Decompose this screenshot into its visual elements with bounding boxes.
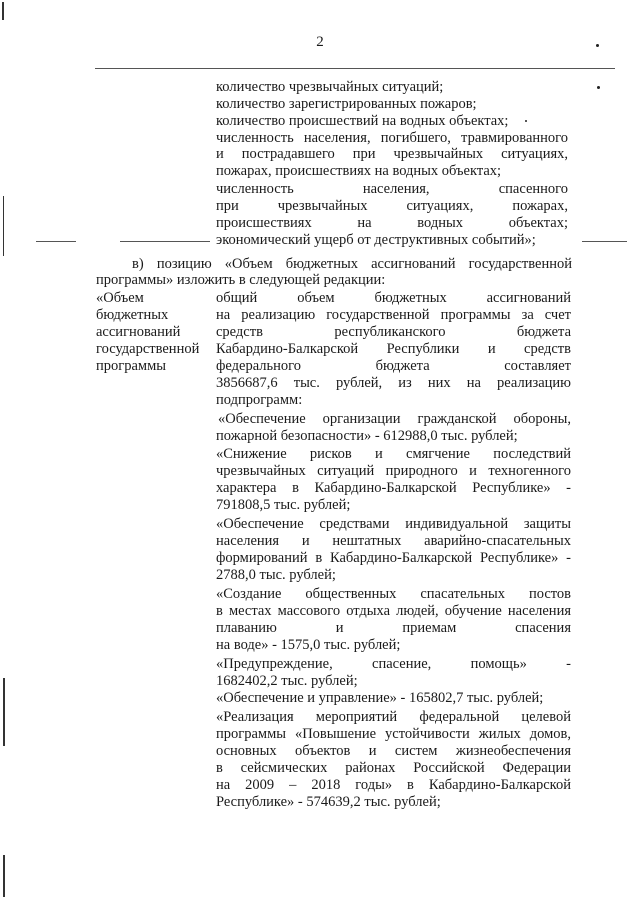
passport-value-line: в местах массового отдыха людей, обучение населения — [216, 603, 571, 619]
passport-value-line: средств республиканского бюджета — [216, 324, 571, 340]
passport-label-line: бюджетных — [96, 307, 169, 323]
passport-value-line: «Создание общественных спасательных постов — [216, 586, 571, 602]
indicator-line: и пострадавшего при чрезвычайных ситуациях, — [216, 146, 568, 162]
passport-value-line: в сейсмических районах Российской Федерации — [216, 760, 571, 776]
scan-mark-left-lower — [3, 678, 5, 746]
passport-value-line: «Обеспечение и управление» - 165802,7 тыс. рублей; — [216, 690, 544, 706]
indicator-line: при чрезвычайных ситуациях, пожарах, — [216, 198, 568, 214]
indicator-line: количество зарегистрированных пожаров; — [216, 96, 477, 112]
passport-value-line: «Снижение рисков и смягчение последствий — [216, 446, 571, 462]
passport-value-line: чрезвычайных ситуаций природного и техногенного — [216, 463, 571, 479]
passport-value-line: подпрограмм: — [216, 392, 303, 408]
passport-value-line: пожарной безопасности» - 612988,0 тыс. рублей; — [216, 428, 518, 444]
passport-value-line: 3856687,6 тыс. рублей, из них на реализацию — [216, 375, 571, 391]
passport-value-line: федерального бюджета составляет — [216, 358, 571, 374]
indicator-line: экономический ущерб от деструктивных событий»; — [216, 232, 536, 248]
header-divider — [95, 68, 615, 69]
passport-value-line: формирований в Кабардино-Балкарской Республике» - — [216, 550, 571, 566]
passport-label-line: государственной — [96, 341, 200, 357]
table-border-mid-fragment — [120, 241, 210, 242]
passport-value-line: 1682402,2 тыс. рублей; — [216, 673, 358, 689]
scan-dot-mid — [525, 120, 527, 122]
indicator-line: происшествиях на водных объектах; — [216, 215, 568, 231]
indicator-line: количество чрезвычайных ситуаций; — [216, 79, 444, 95]
passport-value-line: «Обеспечение организации гражданской обороны, — [218, 411, 571, 427]
table-border-left-fragment — [36, 241, 76, 242]
passport-label-line: «Объем — [96, 290, 144, 306]
indicator-line: численность населения, спасенного — [216, 181, 568, 197]
page-number: 2 — [316, 34, 324, 50]
passport-value-line: 791808,5 тыс. рублей; — [216, 497, 351, 513]
passport-value-line: Кабардино-Балкарской Республики и средств — [216, 341, 571, 357]
indicator-line: количество происшествий на водных объектах; — [216, 113, 509, 129]
scan-mark-left-mid — [3, 196, 4, 256]
passport-value-line: «Обеспечение средствами индивидуальной защиты — [216, 516, 571, 532]
passport-value-line: общий объем бюджетных ассигнований — [216, 290, 571, 306]
scan-mark-left-top — [2, 2, 4, 20]
indicator-line: численность населения, погибшего, травмированного — [216, 130, 568, 146]
passport-value-line: «Реализация мероприятий федеральной целевой — [216, 709, 571, 725]
passport-value-line: плаванию и приемам спасения — [216, 620, 571, 636]
passport-label-line: программы — [96, 358, 166, 374]
paragraph-v-line: в) позицию «Объем бюджетных ассигнований государственной — [132, 256, 572, 272]
passport-value-line: населения и нештатных аварийно-спасательных — [216, 533, 571, 549]
table-border-right-fragment — [582, 241, 627, 242]
passport-value-line: характера в Кабардино-Балкарской Республике» - — [216, 480, 571, 496]
passport-value-line: «Предупреждение, спасение, помощь» - — [216, 656, 571, 672]
scan-dot-right — [597, 86, 600, 89]
passport-value-line: на реализацию государственной программы за счет — [216, 307, 571, 323]
paragraph-v-line: программы» изложить в следующей редакции: — [96, 272, 386, 288]
indicator-line: пожарах, происшествиях на водных объектах; — [216, 163, 502, 179]
passport-value-line: Республике» - 574639,2 тыс. рублей; — [216, 794, 441, 810]
passport-value-line: 2788,0 тыс. рублей; — [216, 567, 336, 583]
passport-value-line: на 2009 – 2018 годы» в Кабардино-Балкарской — [216, 777, 571, 793]
passport-value-line: основных объектов и систем жизнеобеспечения — [216, 743, 571, 759]
scan-mark-left-bottom — [3, 855, 5, 897]
passport-label-line: ассигнований — [96, 324, 181, 340]
passport-label — [96, 290, 214, 375]
passport-value-line: на воде» - 1575,0 тыс. рублей; — [216, 637, 401, 653]
passport-value-line: программы «Повышение устойчивости жилых домов, — [216, 726, 571, 742]
